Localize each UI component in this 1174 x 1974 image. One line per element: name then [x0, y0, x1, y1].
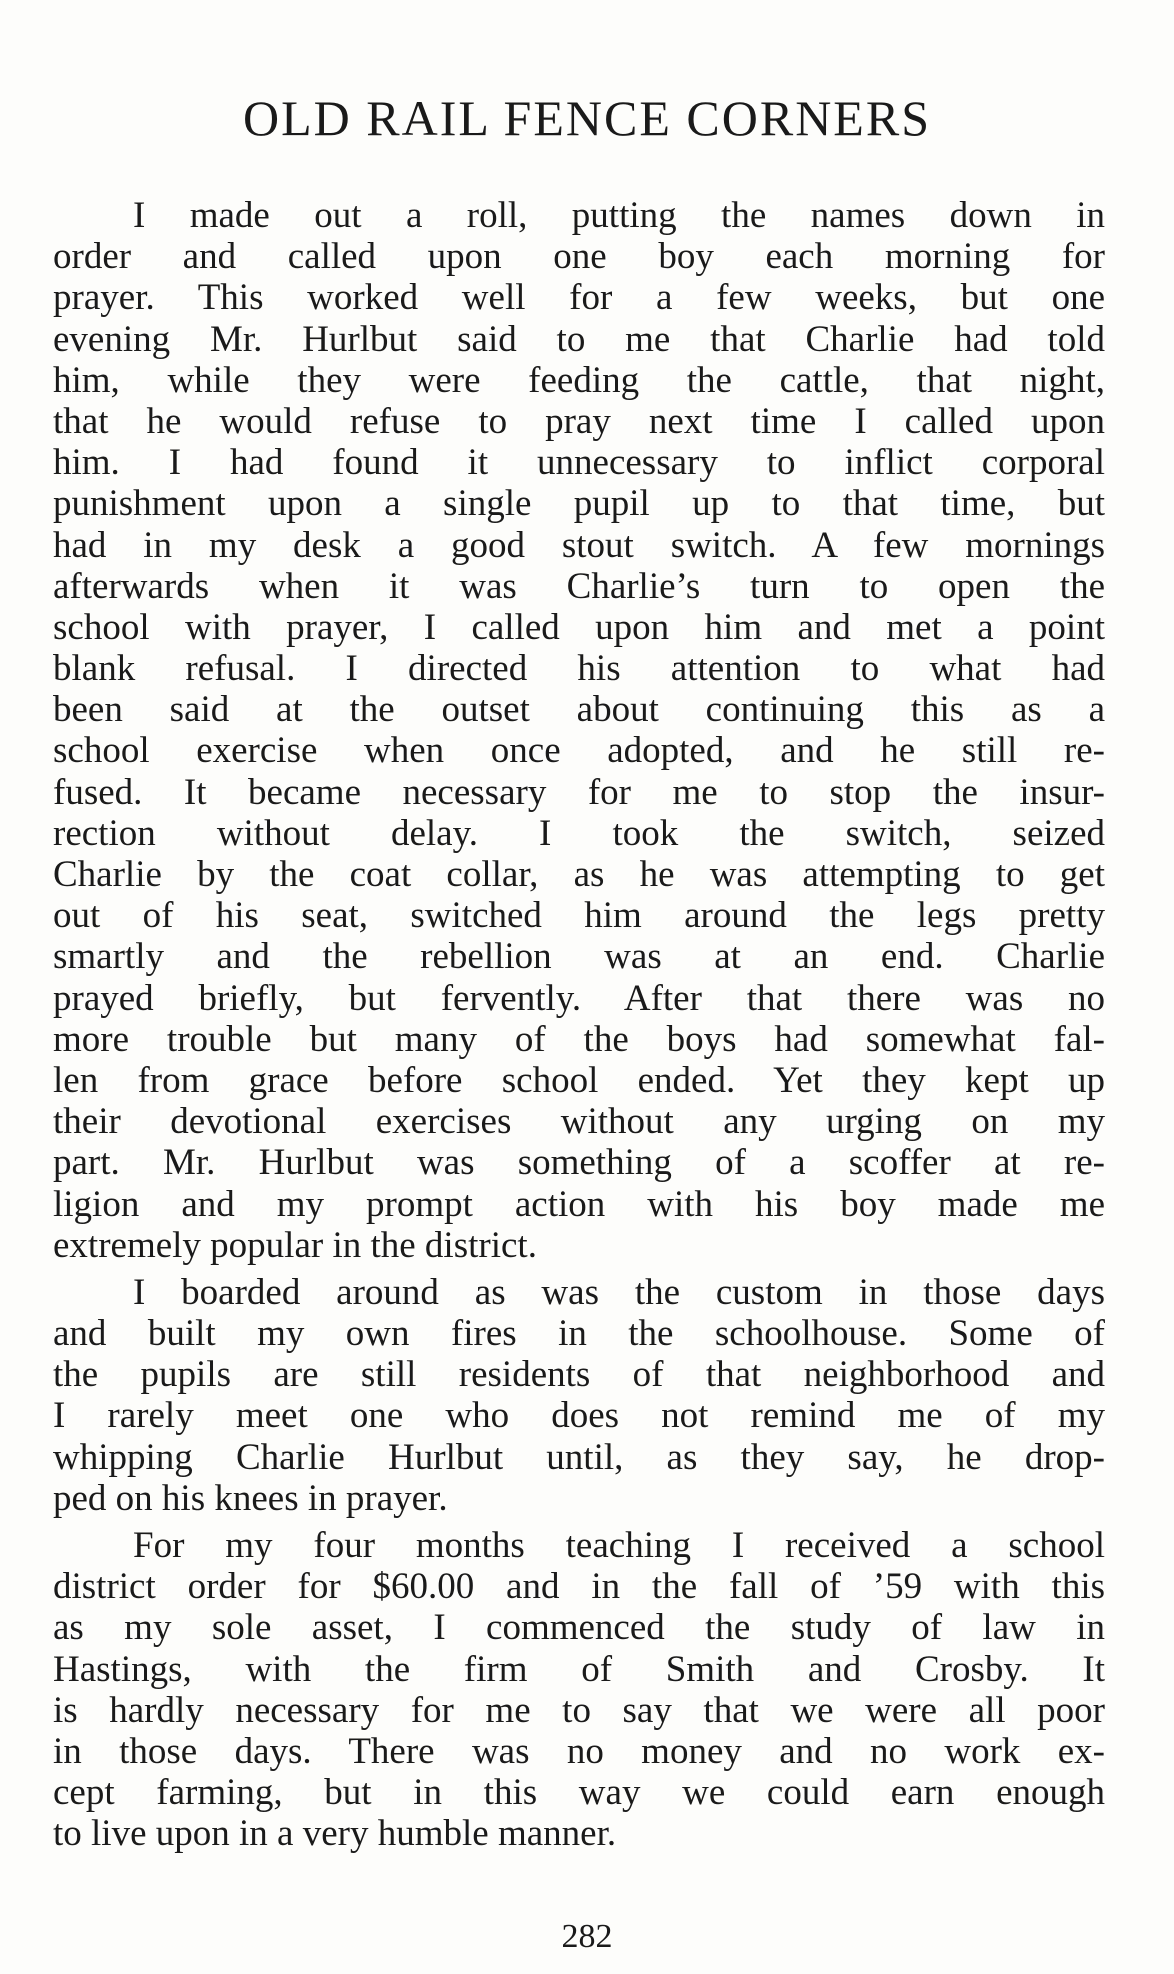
- text-line: len from grace before school ended. Yet they kept up: [53, 1059, 1105, 1101]
- text-line: him, while they were feeding the cattle, that night,: [53, 359, 1105, 401]
- paragraph-3: [53, 1525, 1105, 1855]
- text-line: the pupils are still residents of that neighborhood and: [53, 1354, 1105, 1396]
- text-line: prayed briefly, but fervently. After that there was no: [53, 977, 1105, 1019]
- text-line: afterwards when it was Charlie’s turn to open the: [53, 565, 1105, 607]
- text-line: ped on his knees in prayer.: [53, 1477, 448, 1519]
- text-line: order and called upon one boy each morning for: [53, 236, 1105, 278]
- text-line: Charlie by the coat collar, as he was attempting to get: [53, 854, 1105, 895]
- text-line: school exercise when once adopted, and he still re-: [53, 730, 1105, 772]
- text-line: been said at the outset about continuing this as a: [53, 689, 1105, 731]
- paragraph-2: [53, 1272, 1105, 1519]
- text-line: extremely popular in the district.: [53, 1224, 537, 1266]
- text-line: smartly and the rebellion was at an end. Charlie: [53, 936, 1105, 978]
- text-line: is hardly necessary for me to say that we were all poor: [53, 1689, 1105, 1731]
- text-line: I boarded around as was the custom in those days: [133, 1271, 1105, 1313]
- text-line: more trouble but many of the boys had somewhat fal-: [53, 1018, 1105, 1060]
- text-line: to live upon in a very humble manner.: [53, 1813, 617, 1855]
- text-line: and built my own fires in the schoolhouse. Some of: [53, 1313, 1105, 1355]
- text-line: I rarely meet one who does not remind me of my: [53, 1395, 1105, 1437]
- text-line: part. Mr. Hurlbut was something of a scoffer at re-: [53, 1142, 1105, 1184]
- text-line: school with prayer, I called upon him and met a point: [53, 606, 1105, 648]
- text-line: as my sole asset, I commenced the study of law in: [53, 1607, 1105, 1649]
- text-line: I made out a roll, putting the names down in: [133, 195, 1105, 236]
- text-line: district order for $60.00 and in the fall of ’59 with this: [53, 1566, 1105, 1608]
- text-line: rection without delay. I took the switch, seized: [53, 812, 1105, 854]
- text-line: For my four months teaching I received a school: [133, 1525, 1105, 1566]
- text-line: evening Mr. Hurlbut said to me that Charlie had told: [53, 318, 1105, 360]
- text-line: had in my desk a good stout switch. A few mornings: [53, 524, 1105, 566]
- text-line: ligion and my prompt action with his boy made me: [53, 1183, 1105, 1225]
- text-line: Hastings, with the firm of Smith and Crosby. It: [53, 1648, 1105, 1690]
- text-line: punishment upon a single pupil up to that time, but: [53, 483, 1105, 525]
- running-head: OLD RAIL FENCE CORNERS: [242, 90, 932, 146]
- text-line: out of his seat, switched him around the legs pretty: [53, 895, 1105, 937]
- text-line: blank refusal. I directed his attention to what had: [53, 648, 1105, 690]
- text-line: cept farming, but in this way we could earn enough: [53, 1772, 1105, 1814]
- text-line: fused. It became necessary for me to stop the insur-: [53, 771, 1105, 813]
- body-text: [53, 195, 1105, 1855]
- text-line: that he would refuse to pray next time I called upon: [53, 400, 1105, 442]
- paragraph-1: [53, 195, 1105, 1266]
- text-line: whipping Charlie Hurlbut until, as they say, he drop-: [53, 1436, 1105, 1478]
- text-line: prayer. This worked well for a few weeks, but one: [53, 277, 1105, 319]
- text-line: their devotional exercises without any urging on my: [53, 1101, 1105, 1143]
- text-line: him. I had found it unnecessary to inflict corporal: [53, 442, 1105, 484]
- text-line: in those days. There was no money and no work ex-: [53, 1730, 1105, 1772]
- page-number: 282: [561, 1918, 613, 1955]
